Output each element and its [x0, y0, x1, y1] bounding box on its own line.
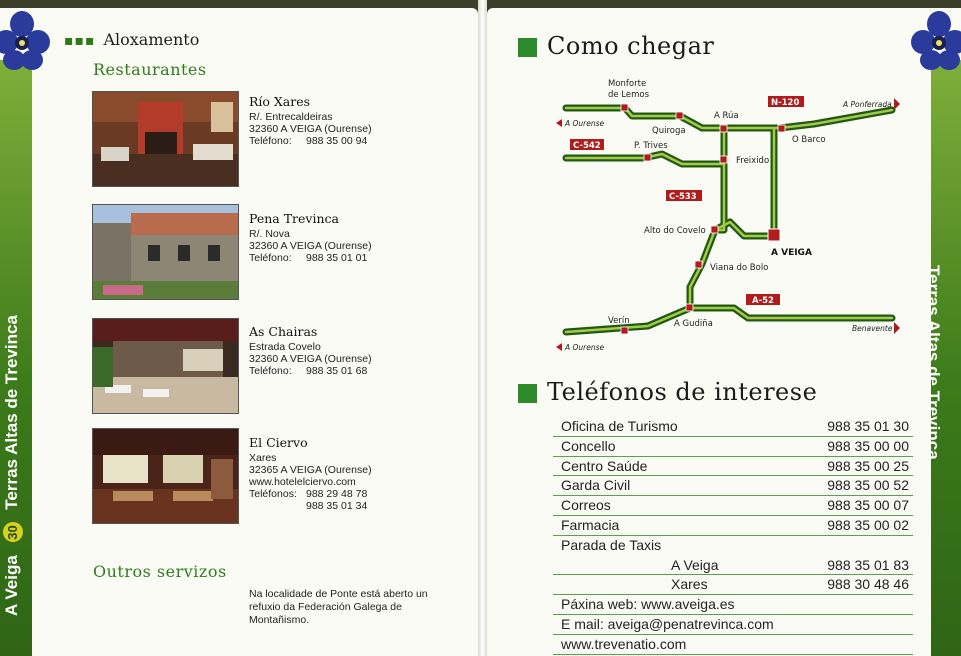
web-row	[553, 595, 913, 615]
right-strip-label: Terras Altas de Trevinca	[924, 265, 943, 460]
restaurant-name: Río Xares	[249, 94, 311, 109]
left-side-strip	[0, 60, 32, 656]
road-map	[552, 72, 912, 362]
restaurant-entry	[249, 437, 372, 512]
map-label: Freixido	[736, 156, 770, 166]
phone-row-value: 988 30 48 46	[827, 576, 909, 593]
phone-number: 988 35 00 94	[306, 135, 368, 147]
restaurant-name: El Ciervo	[249, 435, 308, 450]
restaurant-city: 32365 A VEIGA (Ourense)	[249, 464, 372, 476]
restaurant-photo-rio-xares	[92, 91, 239, 187]
phone-row-value: 988 35 01 83	[827, 556, 909, 573]
left-strip-label	[2, 256, 23, 616]
phone-number: 988 35 01 68	[306, 365, 368, 377]
phone-row	[249, 252, 372, 264]
heading-dots: ▪▪▪	[64, 33, 96, 49]
arrow-right-icon	[894, 322, 900, 334]
phone-row	[553, 556, 913, 576]
town-marker	[621, 104, 628, 111]
restaurant-city: 32360 A VEIGA (Ourense)	[249, 353, 372, 365]
map-heading	[518, 32, 714, 60]
restaurant-address: Xares	[249, 452, 277, 464]
map-destination: A Ourense	[565, 119, 605, 128]
phone-row-label: Xares	[671, 576, 708, 593]
web2-link[interactable]: www.trevenatio.com	[561, 635, 687, 652]
phone-row-value: 988 35 00 02	[827, 516, 909, 533]
restaurant-photo-el-ciervo	[92, 428, 239, 524]
town-marker	[695, 261, 702, 268]
phone-row-value: 988 35 00 25	[827, 457, 909, 474]
map-label: P. Trives	[634, 141, 668, 151]
other-services-subtitle: Outros servizos	[93, 562, 227, 581]
phone-label: Teléfono:	[249, 365, 292, 377]
arrow-right-icon	[894, 98, 900, 110]
map-label: A Gudiña	[674, 319, 713, 329]
heading-square-icon	[518, 384, 537, 403]
section-title: Aloxamento	[103, 30, 200, 49]
phone-label: Teléfonos:	[249, 488, 297, 500]
restaurant-city: 32360 A VEIGA (Ourense)	[249, 123, 372, 135]
phone-label: Teléfono:	[249, 252, 292, 264]
flower-icon	[911, 10, 961, 70]
restaurant-entry	[249, 96, 372, 147]
town-marker	[778, 125, 785, 132]
road-badge: C-542	[573, 141, 601, 151]
town-marker	[711, 226, 718, 233]
phone-row-label: Garda Civil	[561, 477, 631, 494]
phone-row	[553, 496, 913, 516]
phone-number: 988 29 48 78	[306, 488, 368, 500]
phone-row-value: 988 35 00 00	[827, 437, 909, 454]
right-side-strip	[924, 60, 961, 656]
email-row	[553, 615, 913, 635]
map-label: Quiroga	[652, 126, 686, 136]
map-label-a-veiga: A VEIGA	[771, 248, 812, 258]
book-gutter	[478, 0, 487, 656]
phone-row	[553, 516, 913, 536]
phone-row-label: Concello	[561, 437, 616, 454]
web2-row	[553, 635, 913, 655]
map-label: Verín	[608, 316, 630, 326]
phone-row-label: A Veiga	[671, 556, 719, 573]
map-label: Monforte	[608, 79, 647, 89]
restaurant-entry	[249, 213, 372, 264]
phone-label: Teléfono:	[249, 135, 292, 147]
email-link[interactable]: E mail: aveiga@penatrevinca.com	[561, 615, 774, 632]
map-label: O Barco	[792, 135, 826, 145]
phone-number: 988 35 01 01	[306, 252, 368, 264]
town-marker	[676, 112, 683, 119]
town-marker	[644, 154, 651, 161]
flower-icon	[0, 10, 50, 70]
phones-title: Teléfonos de interese	[547, 378, 818, 406]
phone-row-label: Centro Saúde	[561, 457, 648, 474]
other-services-text: Na localidade de Ponte está aberto un refuxio da Federación Galega de Montañismo.	[249, 588, 428, 626]
map-label: Viana do Bolo	[710, 263, 769, 273]
phone-row-label: Farmacia	[561, 516, 620, 533]
map-destination: Benavente	[852, 324, 893, 333]
restaurants-subtitle: Restaurantes	[93, 60, 207, 79]
restaurant-address: Estrada Covelo	[249, 341, 321, 353]
map-destination: A Ourense	[565, 343, 605, 352]
strip-region: Terras Altas de Trevinca	[2, 315, 21, 510]
phone-row-value: 988 35 00 52	[827, 477, 909, 494]
phone-row	[249, 500, 372, 512]
road-badge: A-52	[752, 296, 774, 306]
a-veiga-marker	[768, 229, 780, 241]
taxi-heading-row	[553, 536, 913, 556]
phone-row-value: 988 35 01 30	[827, 418, 909, 434]
page-heading	[64, 30, 199, 49]
heading-square-icon	[518, 38, 537, 57]
phone-row	[553, 437, 913, 457]
map-destination: A Ponferrada	[843, 100, 892, 109]
restaurant-photo-as-chairas	[92, 318, 239, 414]
restaurant-address: R/. Nova	[249, 228, 290, 240]
town-marker	[720, 125, 727, 132]
restaurant-name: Pena Trevinca	[249, 211, 339, 226]
strip-town: A Veiga	[2, 555, 21, 616]
restaurant-entry	[249, 326, 372, 377]
arrow-left-icon	[556, 119, 562, 127]
web-link[interactable]: Páxina web: www.aveiga.es	[561, 596, 735, 613]
page-number-badge: 30	[3, 522, 23, 542]
phone-row-label: Oficina de Turismo	[561, 418, 678, 434]
phone-row-label: Correos	[561, 497, 611, 514]
left-page	[0, 8, 478, 656]
phone-row	[553, 575, 913, 595]
restaurant-photo-pena-trevinca	[92, 204, 239, 300]
restaurant-city: 32360 A VEIGA (Ourense)	[249, 240, 372, 252]
taxi-label: Parada de Taxis	[561, 536, 662, 553]
restaurant-website: www.hotelelciervo.com	[249, 476, 356, 488]
phone-row	[553, 457, 913, 477]
restaurant-address: R/. Entrecaldeiras	[249, 111, 333, 123]
phone-row-value: 988 35 00 07	[827, 497, 909, 514]
phone-row	[553, 476, 913, 496]
road-badge: N-120	[771, 98, 800, 108]
phone-number: 988 35 01 34	[306, 500, 368, 512]
map-label: Alto do Covelo	[644, 226, 706, 236]
map-label: de Lemos	[608, 90, 650, 100]
phone-row	[553, 417, 913, 437]
map-label: A Rúa	[714, 111, 739, 121]
phone-label-spacer	[249, 500, 306, 512]
map-title: Como chegar	[547, 32, 715, 60]
restaurant-name: As Chairas	[249, 324, 318, 339]
road-badge: C-533	[669, 192, 697, 202]
phones-table	[553, 417, 913, 655]
phone-row	[249, 365, 372, 377]
phones-heading	[518, 378, 817, 406]
phone-row	[249, 488, 372, 500]
phone-row	[249, 135, 372, 147]
arrow-left-icon	[556, 343, 562, 351]
town-marker	[686, 304, 693, 311]
town-marker	[621, 327, 628, 334]
town-marker	[720, 156, 727, 163]
